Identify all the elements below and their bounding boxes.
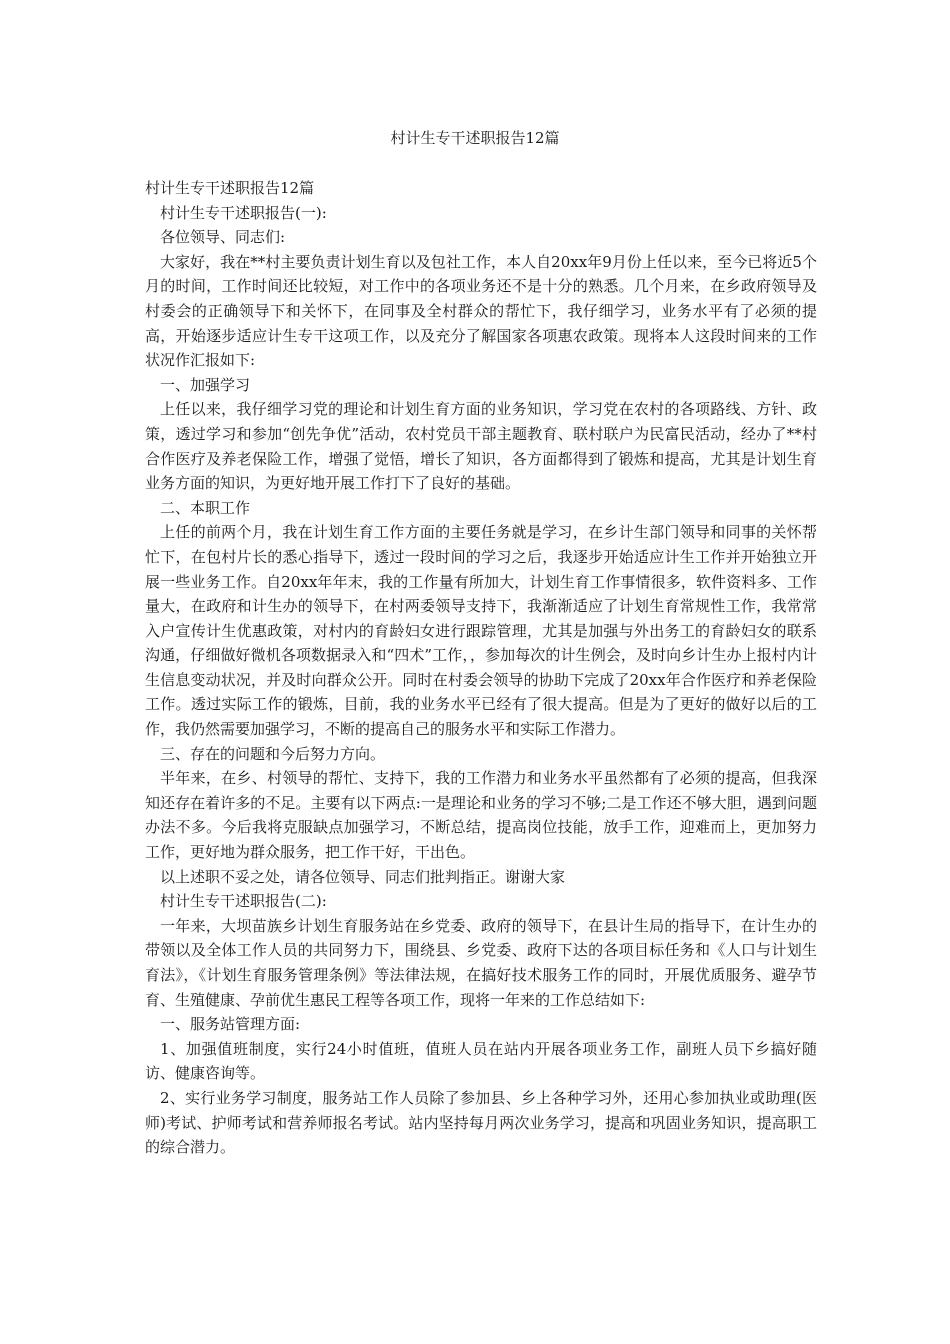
paragraph: 半年来，在乡、村领导的帮忙、支持下，我的工作潜力和业务水平虽然都有了必须的提高，但我深知还存在着许多的不足。主要有以下两点:一是理论和业务的学习不够;二是工作还不够大胆，遇到问题办法不多。今后我将克服缺点加强学习，不断总结，提高岗位技能，放手工作，迎难而上，更加努力工作，更好地为群众服务，把工作干好，干出色。 xyxy=(145,769,817,862)
paragraph: 村计生专干述职报告(一): xyxy=(160,203,327,222)
paragraph: 一年来，大坝苗族乡计划生育服务站在乡党委、政府的领导下，在县计生局的指导下，在计生办的带领以及全体工作人员的共同努力下，围绕县、乡党委、政府下达的各项目标任务和《人口与计划生育法》，《计划生育服务管理条例》等法律法规，在搞好技术服务工作的同时，开展优质服务、避孕节育、生殖健康、孕前优生惠民工程等各项工作，现将一年来的工作总结如下: xyxy=(145,916,817,1009)
paragraph: 大家好，我在**村主要负责计划生育以及包社工作，本人自20xx年9月份上任以来，至今已将近5个月的时间，工作时间还比较短，对工作中的各项业务还不是十分的熟悉。几个月来，在乡政府领导及村委会的正确领导下和关怀下，在同事及全村群众的帮忙下，我仔细学习，业务水平有了必须的提高，开始逐步适应计生专干这项工作，以及充分了解国家各项惠农政策。现将本人这段时间来的工作状况作汇报如下: xyxy=(145,252,817,370)
paragraph: 1、加强值班制度，实行24小时值班，值班人员在站内开展各项业务工作，副班人员下乡搞好随访、健康咨询等。 xyxy=(145,1039,817,1083)
paragraph: 各位领导、同志们: xyxy=(160,228,286,247)
paragraph: 三、存在的问题和今后努力方向。 xyxy=(160,744,386,763)
paragraph: 上任以来，我仔细学习党的理论和计划生育方面的业务知识，学习党在农村的各项路线、方针、政策，透过学习和参加“创先争优”活动，农村党员干部主题教育、联村联户为民富民活动，经办了**村合作医疗及养老保险工作，增强了觉悟，增长了知识，各方面都得到了锻炼和提高，尤其是计划生育业务方面的知识，为更好地开展工作打下了良好的基础。 xyxy=(145,400,817,493)
paragraph: 2、实行业务学习制度，服务站工作人员除了参加县、乡上各种学习外，还用心参加执业或助理(医师)考试、护师考试和营养师报名考试。站内坚持每月两次业务学习，提高和巩固业务知识，提高职工的综合潜力。 xyxy=(145,1088,817,1157)
paragraph: 上任的前两个月，我在计划生育工作方面的主要任务就是学习，在乡计生部门领导和同事的关怀帮忙下，在包村片长的悉心指导下，透过一段时间的学习之后，我逐步开始适应计生工作并开始独立开展一些业务工作。自20xx年年末，我的工作量有所加大，计划生育工作事情很多，软件资料多、工作量大，在政府和计生办的领导下，在村两委领导支持下，我渐渐适应了计划生育常规性工作，我常常入户宣传计生优惠政策，对村内的育龄妇女进行跟踪管理，尤其是加强与外出务工的育龄妇女的联系沟通，仔细做好微机各项数据录入和“四术”工作，，参加每次的计生例会，及时向乡计生办上报村内计生信息变动状况，并及时向群众公开。同时在村委会领导的协助下完成了20xx年合作医疗和养老保险工作。透过实际工作的锻炼，目前，我的业务水平已经有了很大提高。但是为了更好的做好以后的工作，我仍然需要加强学习，不断的提高自己的服务水平和实际工作潜力。 xyxy=(145,523,817,739)
paragraph: 村计生专干述职报告12篇 xyxy=(145,179,315,197)
document-body xyxy=(145,176,817,1160)
paragraph: 二、本职工作 xyxy=(160,498,251,517)
paragraph: 以上述职不妥之处，请各位领导、同志们批判指正。谢谢大家 xyxy=(160,867,566,886)
paragraph: 一、服务站管理方面: xyxy=(160,1015,301,1034)
paragraph: 一、加强学习 xyxy=(160,375,251,394)
document-title: 村计生专干述职报告12篇 xyxy=(390,129,560,147)
paragraph: 村计生专干述职报告(二): xyxy=(160,892,327,911)
